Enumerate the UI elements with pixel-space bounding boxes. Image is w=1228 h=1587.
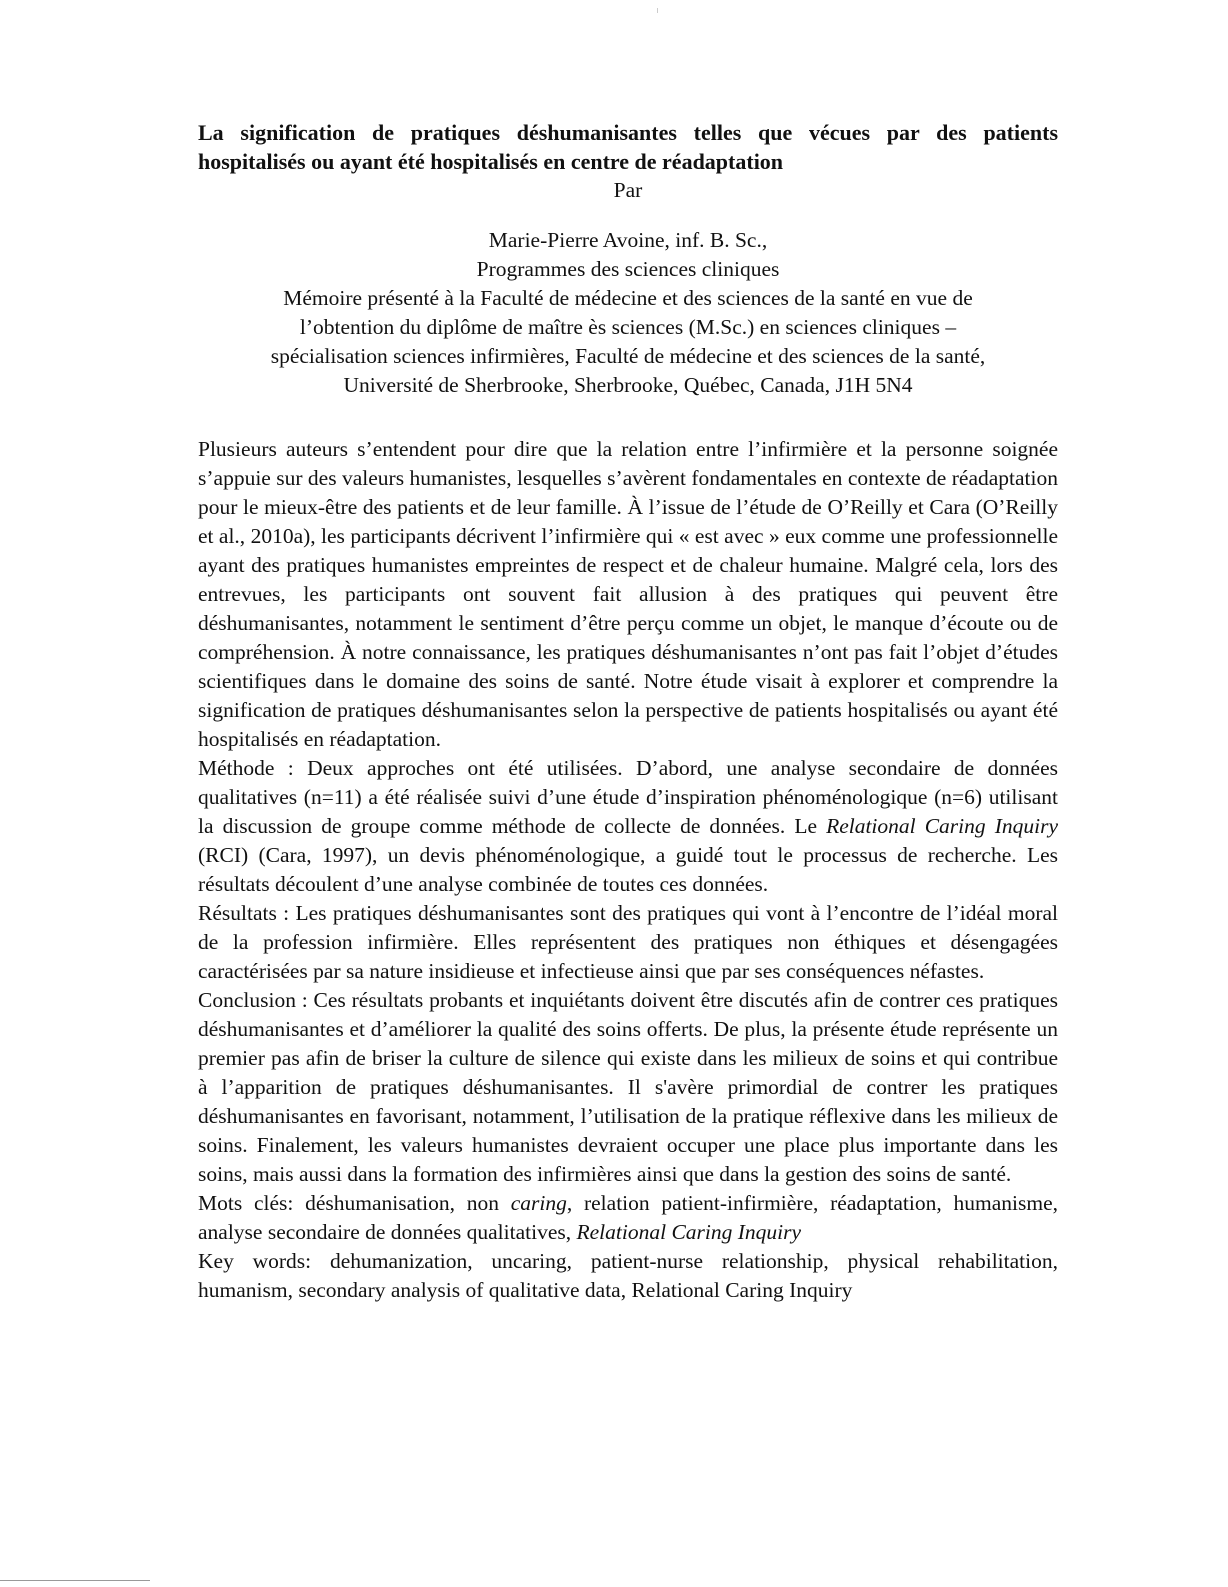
method-italic: Relational Caring Inquiry [826,814,1058,838]
abstract [198,435,1058,1305]
abstract-conclusion: Conclusion : Ces résultats probants et inquiétants doivent être discutés afin de contrer ces pratiques déshumanisantes et d’améliorer la qualité des soins offerts. De plus, la présente étude représente un premier pas afin de briser la culture de silence qui existe dans les milieux de soins et qui contribue à l’apparition de pratiques déshumanisantes. Il s'avère primordial de contrer les pratiques déshumanisantes en favorisant, notamment, l’utilisation de la pratique réflexive dans les milieux de soins. Finalement, les valeurs humanistes devraient occuper une place plus importante dans les soins, mais aussi dans la formation des infirmières ainsi que dans la gestion des soins de santé. [198,988,1058,1186]
document-page [198,118,1058,1305]
method-text-b: (RCI) (Cara, 1997), un devis phénoménologique, a guidé tout le processus de recherche. Les résultats découlent d’une analyse combinée de toutes ces données. [198,843,1058,896]
keywords-fr-b: , relation patient-infirmière, réadaptation, humanisme, analyse secondaire de données qualitatives, [198,1191,1058,1244]
keywords-fr [198,1189,1058,1247]
thesis-line-3: spécialisation sciences infirmières, Faculté de médecine et des sciences de la santé, [270,344,986,368]
document-title [198,118,1058,176]
abstract-results: Résultats : Les pratiques déshumanisantes sont des pratiques qui vont à l’encontre de l’idéal moral de la profession infirmière. Elles représentent des pratiques non éthiques et désengagées caractérisées par sa nature insidieuse et infectieuse ainsi que par ses conséquences néfastes. [198,901,1058,983]
keywords-fr-a: Mots clés: déshumanisation, non [198,1191,511,1215]
title-line-1: La signification de pratiques déshumanisantes telles que vécues par des patients [198,120,1058,145]
scan-mark [657,8,658,13]
keywords-en: Key words: dehumanization, uncaring, patient-nurse relationship, physical rehabilitation, humanism, secondary analysis of qualitative data, Relational Caring Inquiry [198,1249,1058,1302]
abstract-method [198,754,1058,899]
thesis-line-2: l’obtention du diplôme de maître ès sciences (M.Sc.) en sciences cliniques – [299,315,957,339]
abstract-intro: Plusieurs auteurs s’entendent pour dire que la relation entre l’infirmière et la personne soignée s’appuie sur des valeurs humanistes, lesquelles s’avèrent fondamentales en contexte de réadaptation pour le mieux-être des patients et de leur famille. À l’issue de l’étude de O’Reilly et Cara (O’Reilly et al., 2010a), les participants décrivent l’infirmière qui « est avec » eux comme une professionnelle ayant des pratiques humanistes empreintes de respect et de chaleur humaine. Malgré cela, lors des entrevues, les participants ont souvent fait allusion à des pratiques qui peuvent être déshumanisantes, notamment le sentiment d’être perçu comme un objet, le manque d’écoute ou de compréhension. À notre connaissance, les pratiques déshumanisantes n’ont pas fait l’objet d’études scientifiques dans le domaine des soins de santé. Notre étude visait à explorer et comprendre la signification de pratiques déshumanisantes selon la perspective de patients hospitalisés ou ayant été hospitalisés en réadaptation. [198,437,1058,751]
keywords-fr-italic-1: caring [510,1191,567,1215]
author-program: Programmes des sciences cliniques [476,257,780,281]
keywords-fr-italic-2: Relational Caring Inquiry [576,1220,802,1244]
thesis-line-4: Université de Sherbrooke, Sherbrooke, Québec, Canada, J1H 5N4 [343,373,913,397]
thesis-line-1: Mémoire présenté à la Faculté de médecine et des sciences de la santé en vue de [283,286,973,310]
method-text-a: Méthode : Deux approches ont été utilisées. D’abord, une analyse secondaire de données qualitatives (n=11) a été réalisée suivi d’une étude d’inspiration phénoménologique (n=6) utilisant la discussion de groupe comme méthode de collecte de données. Le [198,756,1058,838]
scan-edge-line [0,1580,150,1581]
author-name: Marie-Pierre Avoine, inf. B. Sc., [488,228,768,252]
author-block [198,226,1058,400]
by-label: Par [613,178,643,202]
title-line-2: hospitalisés ou ayant été hospitalisés en centre de réadaptation [198,149,784,174]
